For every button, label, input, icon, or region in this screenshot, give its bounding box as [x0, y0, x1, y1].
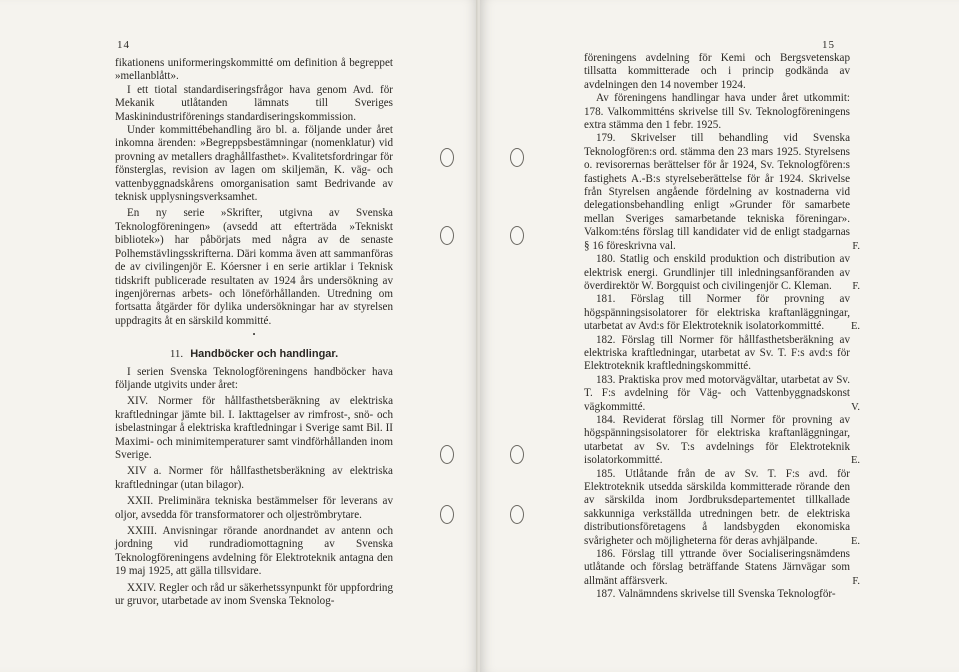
binder-hole [510, 148, 524, 167]
entry-text: 186. Förslag till yttrande över Socialiseringsnämdens utlåtande och förslag beträffande Statens Järnvägar som allmänt affärsverk. [584, 548, 850, 587]
right-page-text [584, 52, 860, 602]
section-number: 11. [169, 348, 184, 361]
paragraph: föreningens avdelning för Kemi och Bergsvetenskap tillsatta kommitterade och i princip godkända av avdelningen den 14 november 1924. [584, 52, 850, 91]
binder-hole [440, 445, 454, 464]
binder-hole [440, 505, 454, 524]
binder-hole [440, 226, 454, 245]
entry-mark: E. [850, 321, 860, 333]
entry-text: 185. Utlåtande från de av Sv. T. F:s avd. för Elektroteknik utsedda särskilda kommitterade rörande den av särskilda inom Jordbruksdepartementet tillkallade sakkunniga verkställda utredningen betr. de elektriska distributionsföretagens å landsbygden ekonomiska svårigheter och möjligheterna för deras avhjälpande. [584, 467, 850, 547]
list-item [584, 467, 860, 548]
list-item [584, 293, 860, 333]
entry-text: 184. Reviderat förslag till Normer för provning av högspänningsisolatorer för elektriska kraftanläggningar, utarbetat av Sv. T:s avdelnings för Elektroteknik isolatorkommitté. [584, 413, 850, 467]
paragraph: XXIII. Anvisningar rörande anordnandet av antenn och jordning vid rundradiomottagning av Svenska Teknologföreningens avdelning för Elektroteknik antagna den 19 maj 1925, att gälla tillsvidare. [115, 525, 393, 578]
entry-mark: F. [852, 240, 860, 252]
list-item [584, 253, 860, 293]
left-page-text [115, 57, 393, 608]
paragraph: I ett tiotal standardiseringsfrågor hava genom Avd. för Mekanik utlåtanden lämnats till Sveriges Maskinindustriförenings standardiseringskommission. [115, 83, 393, 123]
right-page [480, 0, 959, 672]
paragraph: Under kommittébehandling äro bl. a. följande under året inkomna ärenden: »Begreppsbestämningar (nomenklatur) vid provning av metallers draghållfasthet». Kvalitetsfordringar för fönsterglas, revision av lagen om skiljemän, K. väg- och vattenbyggnadskårens omorganisation samt Bedrivande av teknisk upplysningsverksamhet. [115, 124, 393, 204]
paragraph: I serien Svenska Teknologföreningens handböcker hava följande utgivits under året: [115, 365, 393, 391]
paragraph: En ny serie »Skrifter, utgivna av Svenska Teknologföreningen» (avsedd att efterträda »Tekniskt bibliotek») har påbörjats med några av de senaste Polhemstävlingsskrifterna. Däri komma även att sammanföras de av civilingenjör E. Kóersner i en serie artiklar i Teknisk tidskrift publicerade resultaten av 1924 års undersökning av ingenjörernas arbets- och löneförhållanden. Utredning om fortsatta åtgärder för dylika undersökningar har av styrelsen uppdragits åt en särskild kommitté. [115, 207, 393, 327]
page-number: 14 [117, 39, 130, 51]
paragraph: XXIV. Regler och råd ur säkerhetssynpunkt för uppfordring ur gruvor, utarbetade av inom Svenska Teknolog- [115, 581, 393, 608]
binder-hole [510, 226, 524, 245]
binder-hole [510, 505, 524, 524]
page-number: 15 [822, 39, 835, 51]
section-title: Handböcker och handlingar. [190, 348, 339, 361]
binder-hole [510, 445, 524, 464]
entry-mark: F. [852, 280, 860, 292]
section-heading [115, 348, 393, 361]
entry-mark: E. [850, 455, 860, 467]
list-item [584, 588, 850, 601]
list-item [584, 334, 850, 374]
list-item [584, 548, 860, 588]
paragraph: XIV. Normer för hållfasthetsberäkning av elektriska kraftledningar jämte bil. I. Iakttagelser av rimfrost-, snö- och isbelastningar å elektriska kraftledningar i Sverige samt Bil. II Maximi- och minimitemperaturer samt vindförhållanden inom Sverige. [115, 395, 393, 461]
entry-text: 181. Förslag till Normer för provning av högspänningsisolatorer för elektriska kraftanläggningar, utarbetat av Avd:s för Elektroteknik isolatorkommitté. [584, 293, 850, 333]
entry-mark: F. [852, 575, 860, 587]
entry-mark: V. [851, 401, 860, 413]
entry-text: 183. Praktiska prov med motorvägvältar, utarbetat av Sv. T. F:s avdelning för Väg- och Vattenbyggnadskonst vägkommitté. [584, 373, 850, 413]
entry-mark: E. [850, 535, 860, 547]
left-page [0, 0, 478, 672]
paragraph: fikationens uniformeringskommitté om definition å begreppet »mellanblått». [115, 57, 393, 83]
list-item [584, 373, 860, 414]
paragraph: Av föreningens handlingar hava under året utkommit: 178. Valkommitténs skrivelse till Sv. Teknologföreningens extra stämma den 1 febr. 1925. [584, 92, 850, 132]
entry-text: 182. Förslag till Normer för hållfasthetsberäkning av elektriska kraftledningar, utarbetat av Sv. T. F:s avd:s för Elektroteknik kraftledningskommitté. [584, 333, 850, 373]
paragraph: XIV a. Normer för hållfasthetsberäkning av elektriska kraftledningar (utan bilagor). [115, 465, 393, 491]
entry-text: 180. Statlig och enskild produktion och distribution av elektrisk energi. Grundlinjer till inledningsanföranden av överdirektör W. Borgquist och civilingenjör C. Kleman. [584, 253, 850, 292]
entry-text: 179. Skrivelser till behandling vid Svenska Teknologfören:s ord. stämma den 23 mars 1925. Styrelsens o. revisorernas berättelser för år 1924, Sv. Teknologfören:s fastighets A.-B:s styrelseberättelse för år 1924. Skrivelse från Styrelsen angående fördelning av kostnaderna vid delegationsbehandling enligt »Grunder för samarbete mellan Sveriges samarbetande tekniska föreningar». Valkom:téns förslag till kandidater vid de enligt stadgarnas § 16 föreskrivna val. [584, 132, 850, 252]
binder-hole [440, 148, 454, 167]
paragraph: XXII. Preliminära tekniska bestämmelser för leverans av oljor, avsedda för transformatorer och oljeströmbrytare. [115, 495, 393, 521]
divider-dot: • [252, 330, 256, 340]
list-item [584, 413, 860, 468]
list-item [584, 132, 860, 253]
entry-text: 187. Valnämndens skrivelse till Svenska Teknologför- [596, 588, 836, 601]
